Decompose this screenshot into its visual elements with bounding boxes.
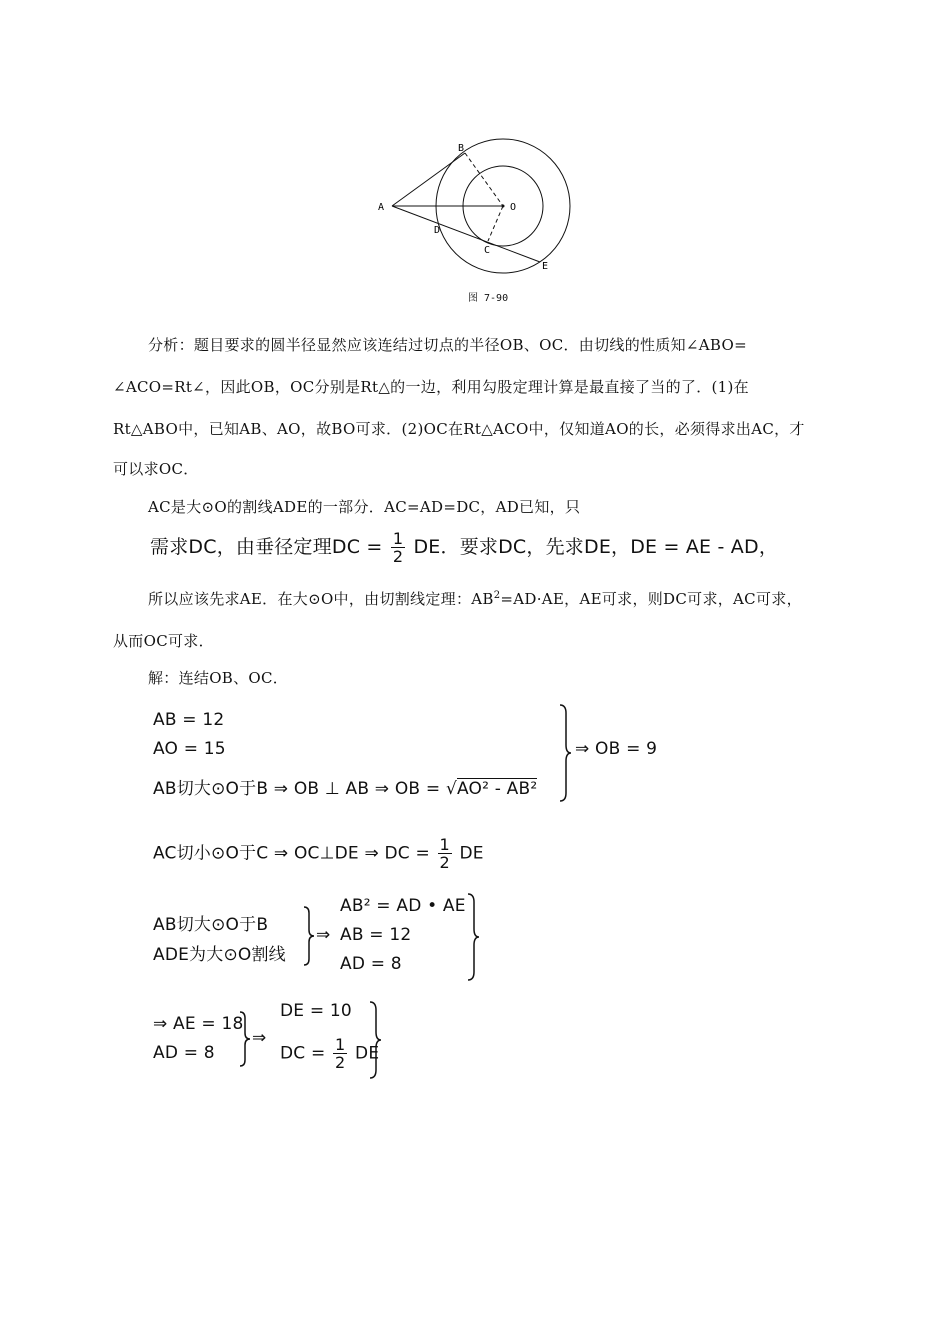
block1-brace — [558, 703, 572, 803]
line7-post: =AD·AE，AE可求，则DC可求，AC可求， — [500, 590, 802, 608]
frac-num: 1 — [392, 529, 404, 548]
geometry-figure — [370, 135, 580, 275]
analysis-line-3: Rt△ABO中，已知AB、AO，故BO可求．(2)OC在Rt△ACO中，仅知道AO的长，必须得求出AC，才 — [113, 420, 805, 438]
block2-den: 2 — [439, 853, 450, 872]
block3-left-2: ADE为大⊙O割线 — [153, 945, 286, 965]
block4-arrow: ⇒ — [252, 1028, 267, 1048]
block3-left-1: AB切大⊙O于B — [153, 915, 269, 935]
block3-brace-right — [466, 892, 480, 982]
block4-r2-pre: DC = — [280, 1043, 326, 1064]
block4-brace-left — [238, 1010, 252, 1068]
block2-fraction — [438, 836, 452, 871]
block2-line — [153, 836, 484, 871]
analysis-line-8: 从而OC可求． — [113, 632, 214, 650]
analysis-line-2: ∠ACO=Rt∠，因此OB，OC分别是Rt△的一边，利用勾股定理计算是最直接了当的了．(1)在 — [113, 378, 749, 396]
block4-num: 1 — [335, 1035, 346, 1054]
block1-line-2: AO = 15 — [153, 739, 226, 759]
block1-line-1: AB = 12 — [153, 710, 225, 730]
label-o: O — [510, 202, 517, 213]
frac-den: 2 — [392, 547, 404, 566]
block1-result: ⇒ OB = 9 — [575, 739, 658, 759]
block3-brace-left — [302, 905, 316, 967]
line7-pre: 所以应该先求AE．在大⊙O中，由切割线定理：AB — [148, 590, 494, 608]
label-d: D — [434, 225, 441, 236]
line-ae — [392, 206, 540, 262]
block4-left-2: AD = 8 — [153, 1043, 215, 1063]
line-ab — [392, 153, 465, 206]
block4-brace-right — [368, 1000, 382, 1080]
block1-line-3 — [153, 774, 537, 799]
line7-sup: 2 — [493, 590, 501, 601]
block3-right-3: AD = 8 — [340, 954, 402, 974]
analysis-line-5: AC是大⊙O的割线ADE的一部分．AC=AD=DC，AD已知，只 — [148, 498, 581, 516]
sqrt-radicand: AO² - AB² — [456, 779, 538, 799]
block3-right-1: AB² = AD • AE — [340, 896, 466, 916]
block3-right-2: AB = 12 — [340, 925, 412, 945]
line6-pre: 需求DC，由垂径定理DC = — [150, 536, 383, 558]
analysis-line-7 — [148, 588, 802, 609]
analysis-line-1: 分析：题目要求的圆半径显然应该连结过切点的半径OB、OC．由切线的性质知∠ABO= — [148, 336, 747, 354]
block1-l3-pre: AB切大⊙O于B ⇒ OB ⊥ AB ⇒ OB = — [153, 779, 441, 799]
center-dot — [502, 205, 505, 208]
line6-post: DE．要求DC，先求DE，DE = AE - AD， — [413, 536, 779, 558]
label-c: C — [484, 245, 491, 256]
radius-oc — [488, 206, 503, 241]
block2-pre: AC切小⊙O于C ⇒ OC⊥DE ⇒ DC = — [153, 843, 430, 864]
label-b: B — [458, 143, 465, 154]
solution-intro: 解：连结OB、OC． — [148, 669, 289, 687]
block3-arrow: ⇒ — [316, 925, 331, 945]
radius-ob — [465, 153, 503, 206]
label-e: E — [542, 261, 549, 272]
analysis-line-4: 可以求OC． — [113, 460, 199, 478]
analysis-line-6 — [150, 530, 778, 565]
block2-post: DE — [459, 843, 484, 864]
block4-r2-post: DE — [355, 1043, 380, 1064]
block4-right-1: DE = 10 — [280, 1001, 352, 1021]
block4-left-1: ⇒ AE = 18 — [153, 1014, 244, 1034]
block4-den: 2 — [335, 1053, 346, 1072]
block4-fraction — [333, 1036, 347, 1071]
label-a: A — [378, 202, 385, 213]
figure-caption: 图 7-90 — [468, 293, 509, 304]
block4-right-2 — [280, 1036, 379, 1071]
fraction-half — [391, 530, 405, 565]
block2-num: 1 — [439, 835, 450, 854]
sqrt: √AO² - AB² — [445, 779, 538, 799]
